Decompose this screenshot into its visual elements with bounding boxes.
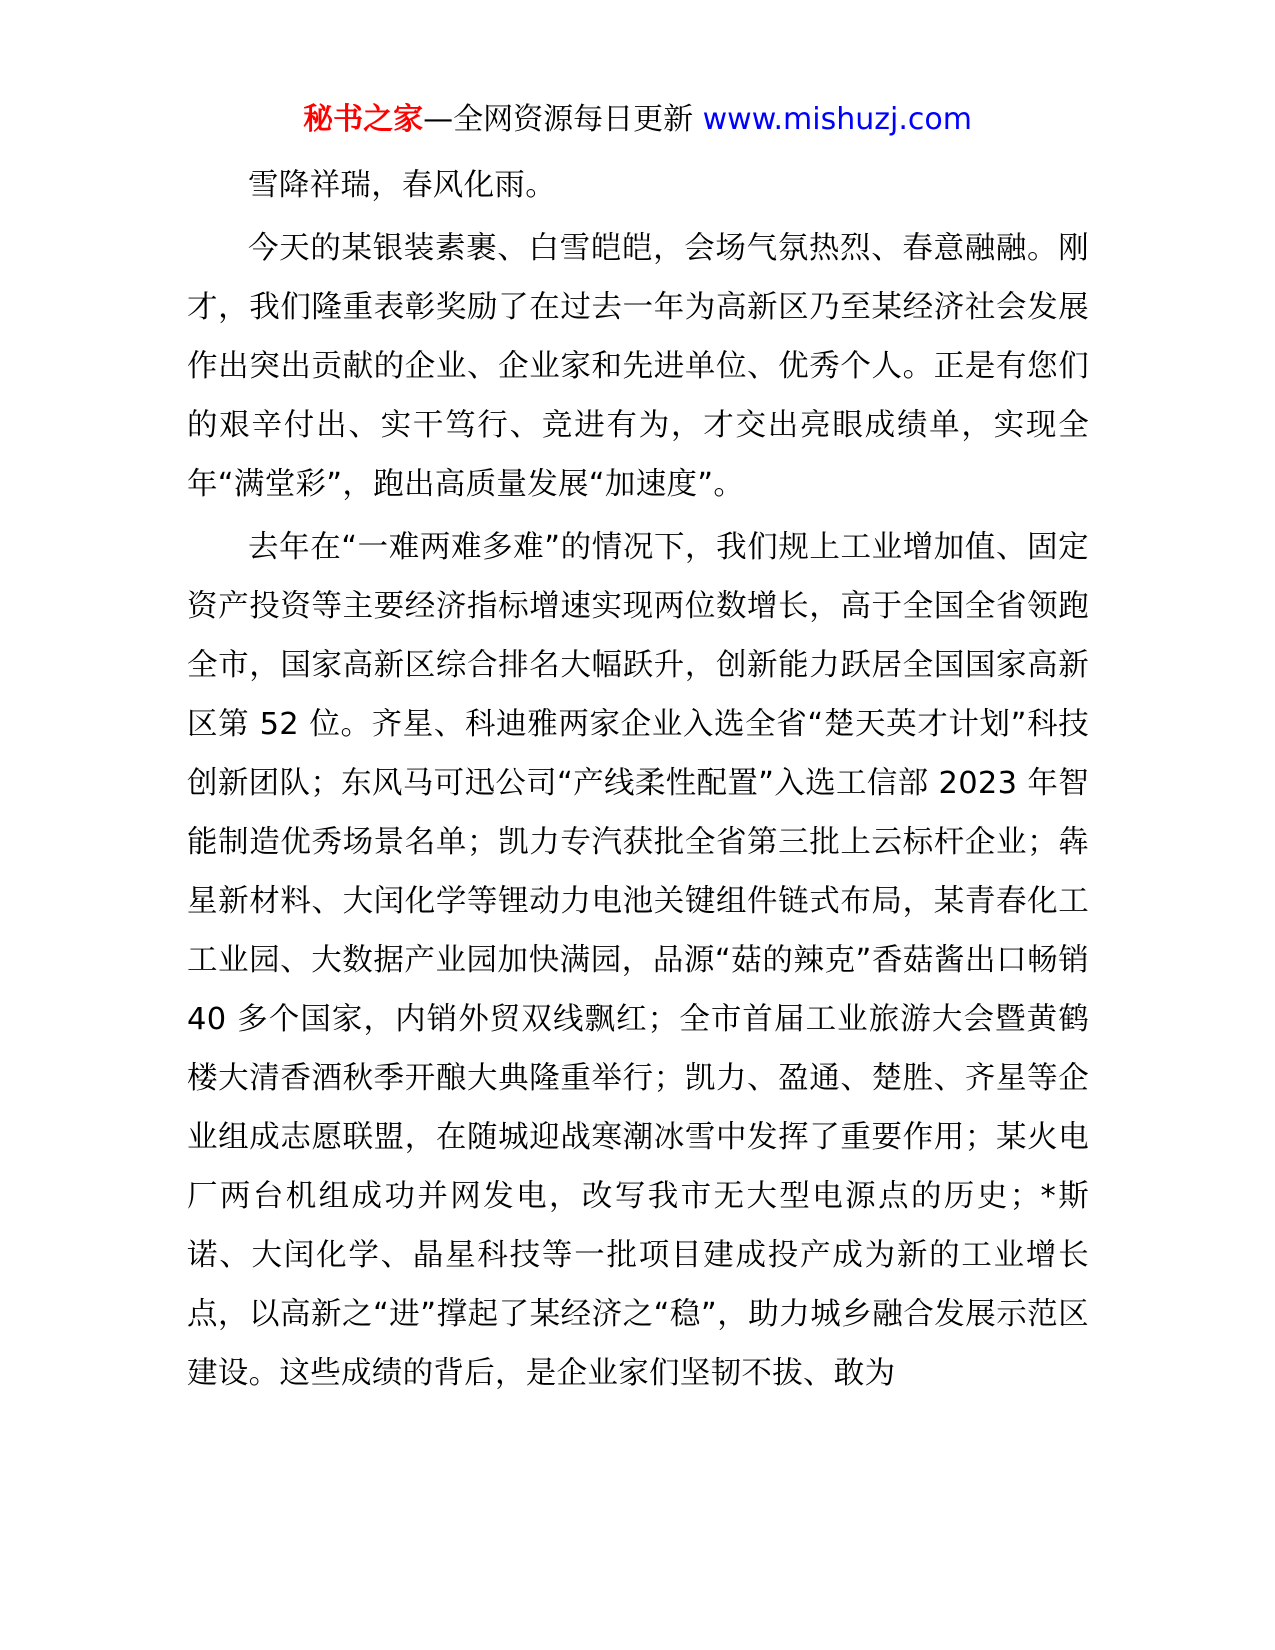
paragraph-opening: 雪降祥瑞，春风化雨。 (248, 168, 556, 203)
paragraph-achievements: 去年在“一难两难多难”的情况下，我们规上工业增加值、固定资产投资等主要经济指标增速实现两位数增长，高于全国全省领跑全市，国家高新区综合排名大幅跃升，创新能力跃居全国国家高新区第 52 位。齐星、科迪雅两家企业入选全省“楚天英才计划”科技创新团队；东风马可迅公司“产线柔性配置”入选工信部 2023 年智能制造优秀场景名单；凯力专汽获批全省第三批上云标杆企业；犇星新材料、大闰化学等锂动力电池关键组件链式布局，某青春化工工业园、大数据产业园加快满园，品源“菇的辣克”香菇酱出口畅销 40 多个国家，内销外贸双线飘红；全市首届工业旅游大会暨黄鹤楼大清香酒秋季开酿大典隆重举行；凯力、盈通、楚胜、齐星等企业组成志愿联盟，在随城迎战寒潮冰雪中发挥了重要作用；某火电厂两台机组成功并网发电，改写我市无大型电源点的历史；*斯诺、大闰化学、晶星科技等一批项目建成投产成为新的工业增长点，以高新之“进”撑起了某经济之“稳”，助力城乡融合发展示范区建设。这些成绩的背后，是企业家们坚韧不拔、敢为 (187, 530, 1089, 1391)
site-url-link[interactable]: www.mishuzj.com (702, 102, 972, 137)
document-body (187, 156, 1089, 1407)
site-tagline: —全网资源每日更新 (423, 102, 694, 137)
paragraph-commendation: 今天的某银装素裹、白雪皑皑，会场气氛热烈、春意融融。刚才，我们隆重表彰奖励了在过去一年为高新区乃至某经济社会发展作出突出贡献的企业、企业家和先进单位、优秀个人。正是有您们的艰辛付出、实干笃行、竞进有为，才交出亮眼成绩单，实现全年“满堂彩”，跑出高质量发展“加速度”。 (187, 231, 1089, 502)
site-brand: 秘书之家 (303, 102, 424, 137)
site-header (0, 100, 1275, 140)
